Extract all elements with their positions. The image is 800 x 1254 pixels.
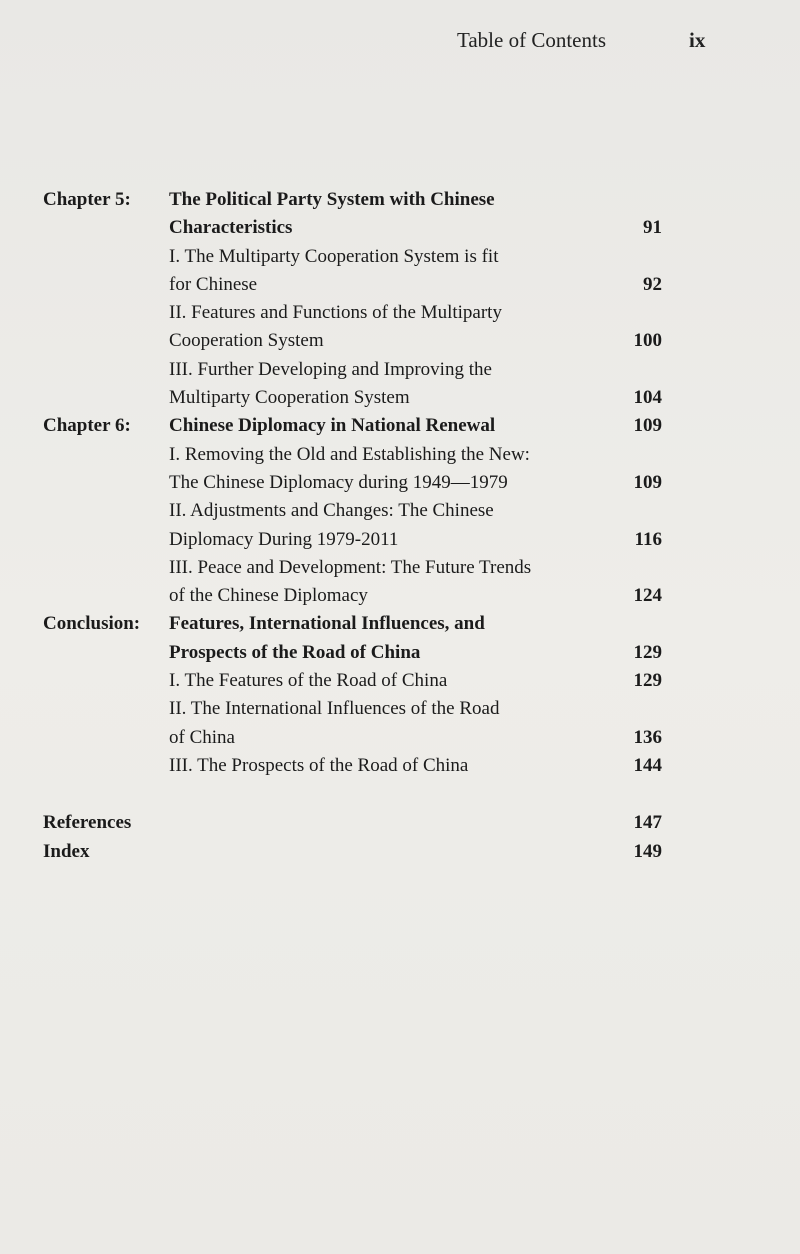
toc-entry <box>0 838 800 866</box>
toc-entry-page: 124 <box>633 585 662 607</box>
toc-entry-label: Conclusion: <box>43 613 141 635</box>
toc-entry <box>0 186 800 214</box>
toc-entry-page: 109 <box>633 471 662 493</box>
toc-entry-title: Characteristics <box>169 217 293 239</box>
toc-entry <box>0 497 800 525</box>
toc-entry <box>0 469 800 497</box>
running-title: Table of Contents <box>457 28 606 52</box>
toc-entry-title: II. The International Influences of the Road <box>169 698 500 720</box>
toc-entry-page: 92 <box>643 273 662 295</box>
toc-entry-title: I. Removing the Old and Establishing the New: <box>169 443 530 465</box>
toc-entry <box>0 809 800 837</box>
toc-entry <box>0 639 800 667</box>
toc-entry-title: Cooperation System <box>169 330 324 352</box>
toc-entry-title: The Chinese Diplomacy during 1949—1979 <box>169 471 508 493</box>
toc-entry-page: 104 <box>633 387 662 409</box>
toc-entry-title: Multiparty Cooperation System <box>169 387 410 409</box>
toc-entry <box>0 243 800 271</box>
toc-entry-title: II. Features and Functions of the Multiparty <box>169 302 502 324</box>
toc-entry-title: of China <box>169 726 235 748</box>
toc-entry-title: Diplomacy During 1979-2011 <box>169 528 399 550</box>
page-number: ix <box>689 28 706 52</box>
toc-entry <box>0 356 800 384</box>
toc-entry <box>0 610 800 638</box>
toc-entry-page: 136 <box>633 726 662 748</box>
toc-entry-page: 147 <box>633 812 662 834</box>
toc-entry-title: I. The Features of the Road of China <box>169 670 448 692</box>
running-head <box>0 28 800 58</box>
toc-entry-page: 100 <box>633 330 662 352</box>
toc-entry-page: 129 <box>633 641 662 663</box>
toc-entry-page: 109 <box>633 415 662 437</box>
toc-entry <box>0 695 800 723</box>
toc-entry <box>0 724 800 752</box>
toc-entry-page: 144 <box>633 754 662 776</box>
toc-entry-title: for Chinese <box>169 273 258 295</box>
toc-entry-title: Prospects of the Road of China <box>169 641 421 663</box>
toc-entry-title: Features, International Influences, and <box>169 613 485 635</box>
toc-entry <box>0 526 800 554</box>
toc-entry-title: of the Chinese Diplomacy <box>169 585 368 607</box>
toc-entry-title: I. The Multiparty Cooperation System is fit <box>169 245 499 267</box>
toc-entry-page: 91 <box>643 217 662 239</box>
toc-entry <box>0 752 800 780</box>
toc-entry <box>0 412 800 440</box>
toc-entry-title: III. The Prospects of the Road of China <box>169 754 469 776</box>
toc-entry-label: Chapter 5: <box>43 189 131 210</box>
toc-entry-page: 116 <box>634 528 662 550</box>
toc-entry <box>0 582 800 610</box>
toc-entry-page: 129 <box>633 670 662 692</box>
toc-entry <box>0 384 800 412</box>
toc-entry-label: Chapter 6: <box>43 415 131 437</box>
toc-entry-title: III. Peace and Development: The Future Trends <box>169 556 532 578</box>
toc-entry <box>0 271 800 299</box>
toc-entry-title: The Political Party System with Chinese <box>169 189 495 210</box>
toc-entry-title: III. Further Developing and Improving the <box>169 358 492 380</box>
toc-entry-title: Chinese Diplomacy in National Renewal <box>169 415 496 437</box>
toc-entry <box>0 441 800 469</box>
toc-entry-page: 149 <box>633 840 662 862</box>
toc-entry-title: II. Adjustments and Changes: The Chinese <box>169 500 494 522</box>
toc-entry <box>0 667 800 695</box>
toc-entry <box>0 299 800 327</box>
toc-entry <box>0 214 800 242</box>
toc-entry <box>0 554 800 582</box>
toc-entry-label: Index <box>43 840 90 862</box>
table-of-contents <box>0 186 800 866</box>
toc-entry <box>0 327 800 355</box>
toc-entry-label: References <box>43 812 132 834</box>
